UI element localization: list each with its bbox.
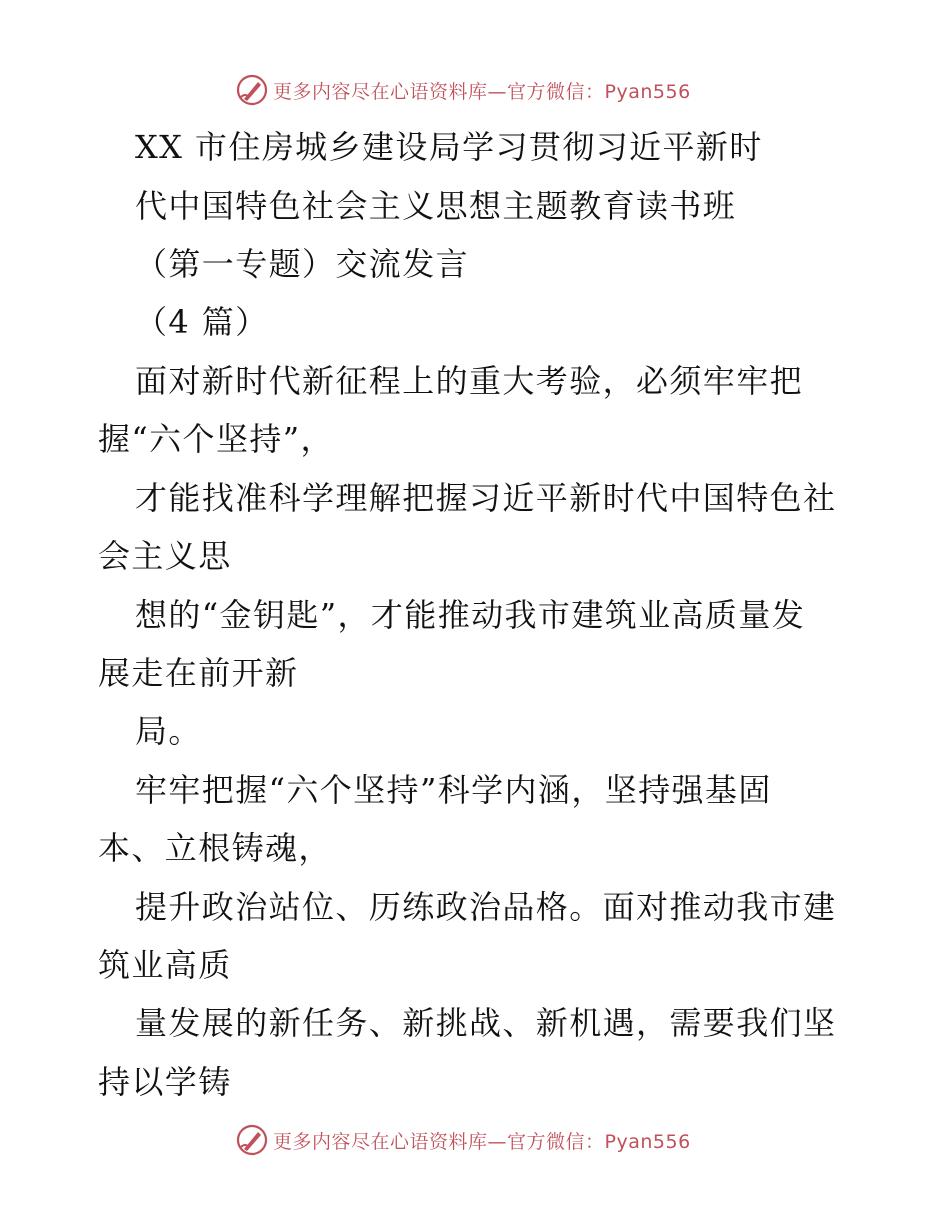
body-line-6: 展走在前开新: [98, 654, 299, 692]
footer-watermark: [235, 1122, 691, 1158]
quill-pen-logo-icon: [235, 1123, 269, 1157]
body-line-13: 持以学铸: [98, 1063, 232, 1101]
title-line-2: 代中国特色社会主义思想主题教育读书班: [135, 187, 737, 225]
quill-pen-logo-icon: [235, 73, 269, 107]
body-line-12: 量发展的新任务、新挑战、新机遇，需要我们坚: [135, 1004, 837, 1042]
title-line-1: XX 市住房城乡建设局学习贯彻习近平新时: [135, 128, 763, 166]
body-line-1: 面对新时代新征程上的重大考验，必须牢牢把: [135, 362, 804, 400]
watermark-text: 更多内容尽在心语资料库—官方微信：Pyan556: [273, 1130, 691, 1153]
body-line-11: 筑业高质: [98, 946, 232, 984]
title-line-4: （4 篇）: [135, 303, 269, 341]
title-line-3: （第一专题）交流发言: [135, 245, 470, 283]
body-line-2: 握“六个坚持”，: [98, 420, 334, 458]
body-line-10: 提升政治站位、历练政治品格。面对推动我市建: [135, 888, 837, 926]
body-line-4: 会主义思: [98, 537, 232, 575]
body-line-5: 想的“金钥匙”，才能推动我市建筑业高质量发: [135, 596, 806, 634]
body-line-8: 牢牢把握“六个坚持”科学内涵，坚持强基固: [135, 771, 772, 809]
body-line-3: 才能找准科学理解把握习近平新时代中国特色社: [135, 479, 837, 517]
header-watermark: [235, 72, 691, 108]
body-line-7: 局。: [135, 712, 202, 750]
watermark-text: 更多内容尽在心语资料库—官方微信：Pyan556: [273, 80, 691, 103]
body-line-9: 本、立根铸魂，: [98, 829, 332, 867]
